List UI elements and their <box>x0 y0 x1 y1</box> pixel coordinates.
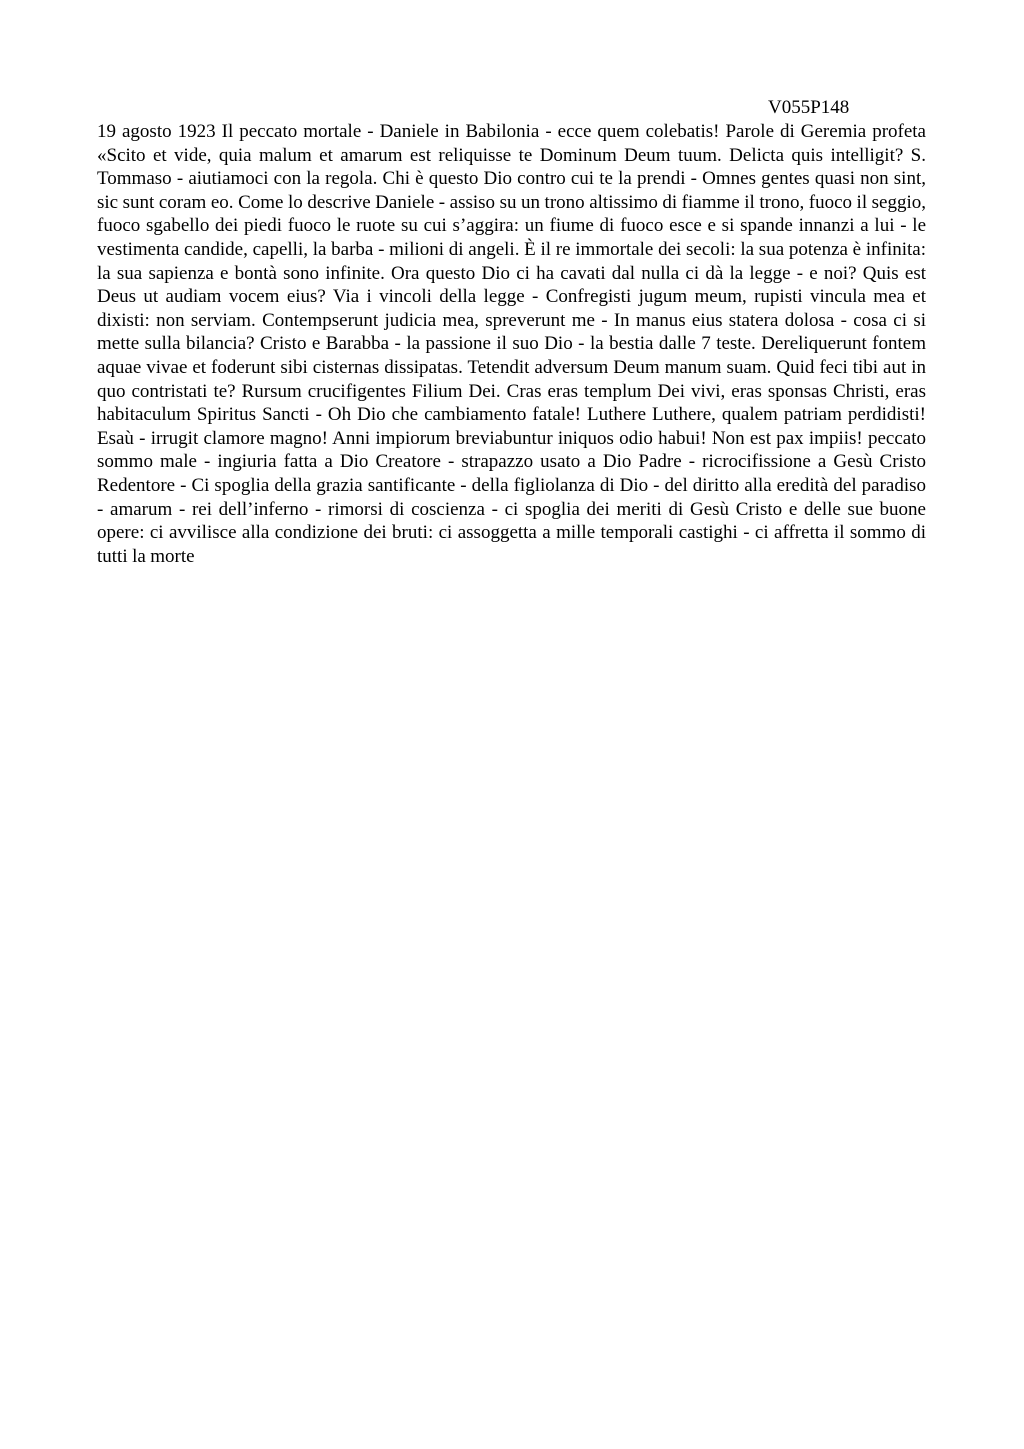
page-identifier: V055P148 <box>768 97 850 118</box>
body-paragraph: 19 agosto 1923 Il peccato mortale - Daniele in Babilonia - ecce quem colebatis! Parole di Geremia profeta «Scito et vide, quia malum et amarum est reliquisse te Dominum Deum tuum. Delicta quis intelligit? S. Tommaso - aiutiamoci con la regola. Chi è questo Dio contro cui te la prendi - Omnes gentes quasi non sint, sic sunt coram eo. Come lo descrive Daniele - assiso su un trono altissimo di fiamme il trono, fuoco il seggio, fuoco sgabello dei piedi fuoco le ruote su cui s’aggira: un fiume di fuoco esce e si spande innanzi a lui - le vestimenta candide, capelli, la barba - milioni di angeli. È il re immortale dei secoli: la sua potenza è infinita: la sua sapienza e bontà sono infinite. Ora questo Dio ci ha cavati dal nulla ci dà la legge - e noi? Quis est Deus ut audiam vocem eius? Via i vincoli della legge - Confregisti jugum meum, rupisti vincula mea et dixisti: non serviam. Contempserunt judicia mea, spreverunt me - In manus eius statera dolosa - cosa ci si mette sulla bilancia? Cristo e Barabba - la passione il suo Dio - la bestia dalle 7 teste. Dereliquerunt fontem aquae vivae et foderunt sibi cisternas dissipatas. Tetendit adversum Deum manum suam. Quid feci tibi aut in quo contristati te? Rursum crucifigentes Filium Dei. Cras eras templum Dei vivi, eras sponsas Christi, eras habitaculum Spiritus Sancti - Oh Dio che cambiamento fatale! Luthere Luthere, qualem patriam perdidisti! Esaù - irrugit clamore magno! Anni impiorum breviabuntur iniquos odio habui! Non est pax impiis! peccato sommo male - ingiuria fatta a Dio Creatore - strapazzo usato a Dio Padre - ricrocifissione a Gesù Cristo Redentore - Ci spoglia della grazia santificante - della figliolanza di Dio - del diritto alla eredità del paradiso - amarum - rei dell’inferno - rimorsi di coscienza - ci spoglia dei meriti di Gesù Cristo e delle sue buone opere: ci avvilisce alla condizione dei bruti: ci assoggetta a mille temporali castighi - ci affretta il sommo di tutti la morte <box>97 121 926 567</box>
